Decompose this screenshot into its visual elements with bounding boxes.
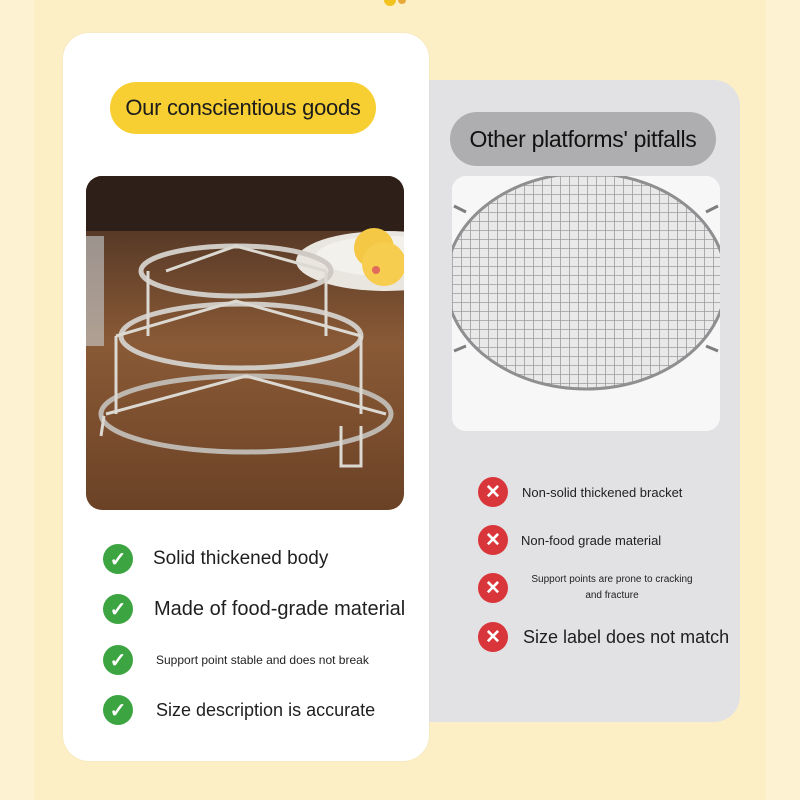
check-icon: ✓	[103, 695, 133, 725]
feature-item	[103, 695, 375, 725]
competitor-header: Other platforms' pitfalls	[450, 112, 716, 166]
cross-icon: ✕	[478, 477, 508, 507]
cross-icon: ✕	[478, 525, 508, 555]
product-rack-photo	[86, 176, 404, 510]
wire-grid-rack-image	[452, 176, 720, 431]
feature-label: Size description is accurate	[156, 699, 376, 720]
pitfall-item	[478, 525, 661, 555]
pitfall-item	[478, 622, 729, 652]
feature-label: Support point stable and does not break	[156, 653, 369, 667]
pitfall-label: Non-solid thickened bracket	[522, 484, 683, 500]
feature-label: Solid thickened body	[153, 548, 329, 569]
pitfall-label: Size label does not match	[523, 626, 730, 647]
competitor-rack-photo	[452, 176, 720, 431]
check-icon: ✓	[103, 645, 133, 675]
feature-item	[103, 645, 369, 675]
cross-icon: ✕	[478, 573, 508, 603]
feature-item	[103, 594, 405, 624]
pitfall-label: Non-food grade material	[521, 532, 662, 548]
pitfall-label: Support points are prone to cracking and fracture	[531, 574, 693, 601]
pitfall-item	[478, 572, 700, 604]
pitfall-item	[478, 477, 682, 507]
feature-item	[103, 544, 328, 574]
product-header: Our conscientious goods	[110, 82, 376, 134]
cross-icon: ✕	[478, 622, 508, 652]
check-icon: ✓	[103, 594, 133, 624]
feature-label: Made of food-grade material	[154, 597, 406, 620]
stacked-steamer-racks-image	[86, 176, 404, 510]
check-icon: ✓	[103, 544, 133, 574]
